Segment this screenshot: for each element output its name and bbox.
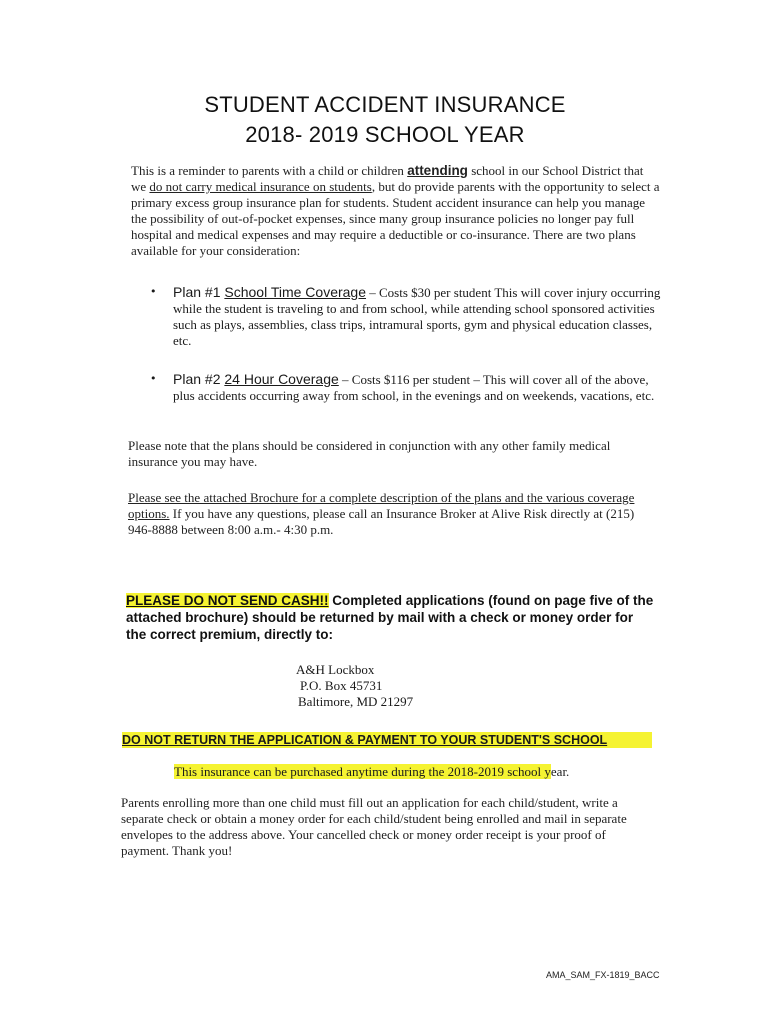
brochure-rest: If you have any questions, please call an Insurance Broker at Alive Risk directly at (215) 946-8888 between 8:00 a.m.- 4:30 p.m. xyxy=(128,506,635,537)
plan-1-name: School Time Coverage xyxy=(224,284,367,300)
note-paragraph: Please note that the plans should be considered in conjunction with any other family medical insurance you may have. xyxy=(128,438,611,469)
address-line-2: P.O. Box 45731 xyxy=(300,678,383,693)
purchase-highlight: This insurance can be purchased anytime during the 2018-2019 school y xyxy=(174,764,551,779)
plan-2 xyxy=(150,371,662,404)
address-line-3: Baltimore, MD 21297 xyxy=(298,694,414,709)
plan-2-name: 24 Hour Coverage xyxy=(224,371,339,387)
purchase-rest: ear. xyxy=(550,764,570,779)
plan-2-prefix: Plan #2 xyxy=(173,371,225,387)
intro-paragraph xyxy=(131,163,661,259)
intro-text-1: This is a reminder to parents with a child or children xyxy=(131,163,408,178)
closing-paragraph: Parents enrolling more than one child must fill out an application for each child/student, write a separate check or obtain a money order for each child/student being enrolled and mail in separate envelopes to the address above. Your cancelled check or money order receipt is your proof of payment. Thank you! xyxy=(121,795,627,858)
plan-1 xyxy=(150,284,662,349)
bullet-icon: • xyxy=(150,285,157,298)
intro-text-2: school in our School District that we xyxy=(131,163,644,194)
intro-attending: attending xyxy=(407,163,468,178)
bullet-icon: • xyxy=(150,372,157,385)
form-code: AMA_SAM_FX-1819_BACC xyxy=(546,970,660,980)
intro-text-3: , but do provide parents with the opportunity to select a primary excess group insurance plan for students. Student accident insurance can help you manage the possibility of out-of-pocket expenses, since many group insurance policies no longer pay full hospital and medical expenses and may require a deductible or co-insurance. There are two plans available for your consideration: xyxy=(131,179,660,258)
plan-1-prefix: Plan #1 xyxy=(173,284,225,300)
cash-warning-text: Completed applications (found on page five of the attached brochure) should be returned by mail with a check or money order for the correct premium, directly to: xyxy=(126,593,654,642)
plan-1-text: – Costs $30 per student This will cover injury occurring while the student is traveling to and from school, while attending school sponsored activities such as plays, assemblies, class trips, intramural sports, gym and physical education classes, etc. xyxy=(173,285,661,348)
no-return-notice: DO NOT RETURN THE APPLICATION & PAYMENT TO YOUR STUDENT'S SCHOOL xyxy=(122,732,652,748)
document-title: STUDENT ACCIDENT INSURANCE xyxy=(204,92,566,117)
brochure-paragraph xyxy=(128,490,658,538)
mailing-address xyxy=(296,662,413,710)
brochure-underlined: Please see the attached Brochure for a complete description of the plans and the various coverage options. xyxy=(128,490,635,521)
document-subtitle: 2018- 2019 SCHOOL YEAR xyxy=(245,122,525,147)
plan-2-text: – Costs $116 per student – This will cover all of the above, plus accidents occurring away from school, in the evenings and on weekends, vacations, etc. xyxy=(173,372,655,403)
purchase-notice xyxy=(174,763,569,781)
address-line-1: A&H Lockbox xyxy=(296,662,375,677)
cash-warning xyxy=(126,592,656,643)
cash-warning-highlight: PLEASE DO NOT SEND CASH!! xyxy=(126,593,329,608)
intro-no-carry: do not carry medical insurance on students xyxy=(149,179,372,194)
